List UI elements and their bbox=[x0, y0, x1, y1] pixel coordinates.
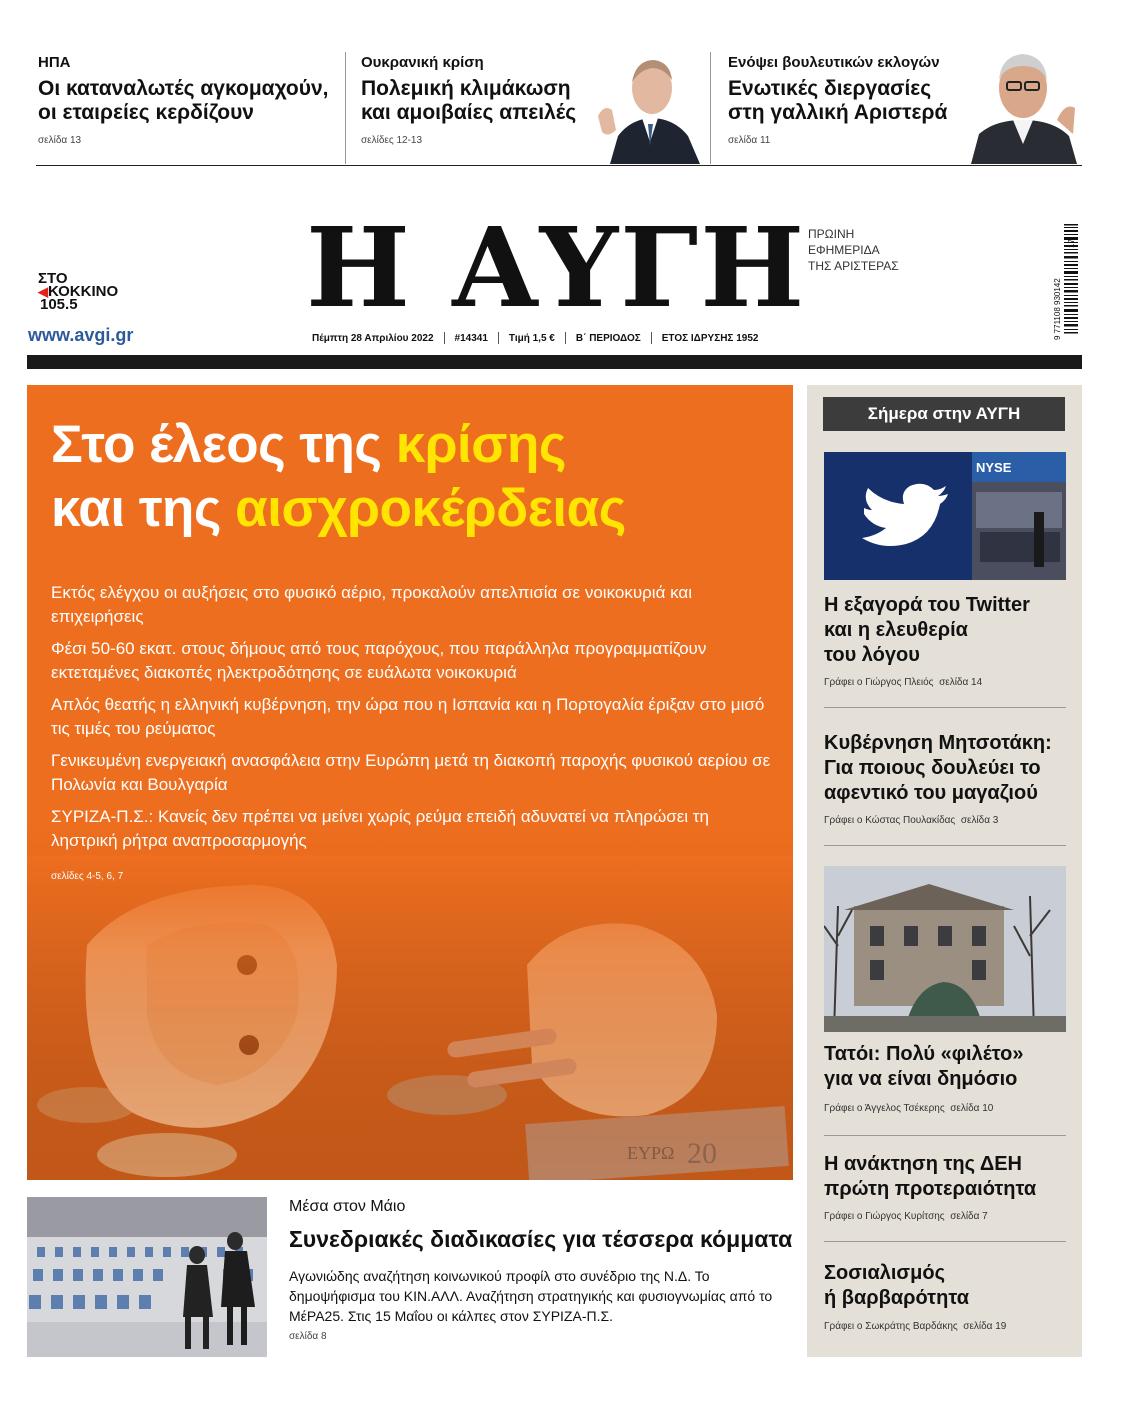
teaser-kicker: Ουκρανική κρίση bbox=[361, 54, 484, 71]
sidebar-headline[interactable]: Κυβέρνηση Μητσοτάκη: Για ποιους δουλεύει το αφεντικό του μαγαζιού bbox=[824, 732, 1052, 804]
bullet: Φέσι 50-60 εκατ. στους δήμους από τους παρόχους, που παράλληλα προγραμματίζουν εκτεταμένες διακοπές ηλεκτροδότησης σε ευάλωτα νοικοκυριά bbox=[51, 639, 707, 682]
twitter-photo bbox=[824, 452, 1066, 580]
bullet: Γενικευμένη ενεργειακή ανασφάλεια στην Ευρώπη μετά τη διακοπή παροχής φυσικού αερίου σε Πολωνία και Βουλγαρία bbox=[51, 751, 771, 794]
teaser-page: σελίδα 13 bbox=[38, 135, 82, 146]
sidebar-divider bbox=[824, 845, 1066, 846]
teaser-kicker: ΗΠΑ bbox=[38, 54, 71, 71]
sidebar-label: Σήμερα στην ΑΥΓΗ bbox=[823, 397, 1065, 431]
radio-arrow-icon: ◀ bbox=[38, 284, 48, 299]
main-pages: σελίδες 4-5, 6, 7 bbox=[51, 871, 124, 882]
issue-founded: ΕΤΟΣ ΙΔΡΥΣΗΣ 1952 bbox=[661, 332, 759, 344]
teaser-divider bbox=[710, 52, 711, 164]
teaser-headline: Οι καταναλωτές αγκομαχούν, οι εταιρείες κερδίζουν bbox=[38, 77, 329, 124]
main-headline: Στο έλεος της κρίσης και της αισχροκέρδειας bbox=[51, 415, 626, 538]
newspaper-tagline: ΠΡΩΙΝΗ ΕΦΗΜΕΡΙΔΑ ΤΗΣ ΑΡΙΣΤΕΡΑΣ bbox=[808, 227, 899, 273]
congress-photo bbox=[27, 1197, 267, 1357]
barcode bbox=[1052, 222, 1080, 344]
secondary-kicker: Μέσα στον Μάιο bbox=[289, 1198, 406, 1215]
sidebar-headline[interactable]: Τατόι: Πολύ «φιλέτο» για να είναι δημόσιο bbox=[824, 1043, 1024, 1090]
teaser-headline: Ενωτικές διεργασίες στη γαλλική Αριστερά bbox=[728, 77, 948, 124]
issue-date: Πέμπτη 28 Απριλίου 2022 bbox=[312, 332, 434, 344]
teaser-page: σελίδα 11 bbox=[728, 135, 771, 146]
sidebar-byline: Γράφει ο Γιώργος Κυρίτσης σελίδα 7 bbox=[824, 1211, 988, 1222]
issue-price: Τιμή 1,5 € bbox=[508, 332, 555, 344]
teaser-divider bbox=[345, 52, 346, 164]
main-story[interactable] bbox=[27, 385, 793, 1180]
main-bullets bbox=[51, 581, 771, 861]
sidebar-headline[interactable]: Η ανάκτηση της ΔΕΗ πρώτη προτεραιότητα bbox=[824, 1153, 1037, 1200]
bullet: ΣΥΡΙΖΑ-Π.Σ.: Κανείς δεν πρέπει να μείνει χωρίς ρεύμα επειδή αδυνατεί να πληρώσει τη ληστρική ρήτρα αναπροσαρμογής bbox=[51, 807, 709, 850]
teaser-france[interactable] bbox=[728, 50, 968, 160]
teaser-bottom-rule bbox=[36, 165, 1082, 166]
secondary-body: Αγωνιώδης αναζήτηση κοινωνικού προφίλ στο συνέδριο της Ν.Δ. Το δημοψήφισμα του ΚΙΝ.ΑΛΛ. Αναζήτηση στρατηγικής και φυσιογνωμίας από το ΜέΡΑ25. Στις 15 Μαΐου οι κάλπες στον ΣΥΡΙΖΑ-Π.Σ. bbox=[289, 1268, 773, 1324]
tatoi-photo bbox=[824, 866, 1066, 1032]
sidebar-byline: Γράφει ο Γιώργος Πλειός σελίδα 14 bbox=[824, 677, 983, 688]
sidebar-headline[interactable]: Σοσιαλισμός ή βαρβαρότητα bbox=[824, 1262, 969, 1309]
secondary-headline[interactable]: Συνεδριακές διαδικασίες για τέσσερα κόμματα bbox=[289, 1226, 793, 1252]
teaser-ukraine[interactable] bbox=[361, 50, 591, 160]
issue-info bbox=[312, 332, 758, 344]
sidebar-byline: Γράφει ο Σωκράτης Βαρδάκης σελίδα 19 bbox=[824, 1321, 1007, 1332]
sidebar-byline: Γράφει ο Κώστας Πουλακίδας σελίδα 3 bbox=[824, 815, 999, 826]
issue-period: Β΄ ΠΕΡΙΟΔΟΣ bbox=[575, 332, 641, 344]
melenchon-photo bbox=[965, 38, 1083, 164]
bullet: Απλός θεατής η ελληνική κυβέρνηση, την ώρα που η Ισπανία και η Πορτογαλία έριξαν στο μισό τις τιμές του ρεύματος bbox=[51, 695, 765, 738]
bullet: Εκτός ελέγχου οι αυξήσεις στο φυσικό αέριο, προκαλούν απελπισία σε νοικοκυριά και επιχειρήσεις bbox=[51, 583, 693, 626]
sidebar-headline[interactable]: Η εξαγορά του Twitter και η ελευθερία του λόγου bbox=[824, 594, 1030, 666]
secondary-page: σελίδα 8 bbox=[289, 1331, 327, 1342]
sidebar-divider bbox=[824, 1241, 1066, 1242]
teaser-page: σελίδες 12-13 bbox=[361, 135, 423, 146]
barcode-number: 9 771108 930142 bbox=[1053, 278, 1062, 340]
masthead-rule bbox=[27, 355, 1082, 369]
plugs-photo bbox=[27, 855, 793, 1180]
sidebar-byline: Γράφει ο Άγγελος Τσέκερης σελίδα 10 bbox=[824, 1103, 994, 1114]
radio-logo[interactable]: ΣΤΟ ◀ΚΟΚΚΙΝΟ 105.5 bbox=[38, 270, 119, 313]
teaser-headline: Πολεμική κλιμάκωση και αμοιβαίες απειλές bbox=[361, 77, 577, 124]
barcode-code: 17 bbox=[1067, 239, 1076, 248]
sidebar-divider bbox=[824, 1135, 1066, 1136]
website-link[interactable]: www.avgi.gr bbox=[28, 325, 134, 345]
teaser-kicker: Ενόψει βουλευτικών εκλογών bbox=[728, 54, 940, 71]
sidebar bbox=[807, 385, 1082, 1357]
teaser-usa[interactable] bbox=[38, 50, 338, 160]
issue-number: #14341 bbox=[454, 332, 488, 344]
newspaper-title: Η ΑΥΓΗ bbox=[306, 203, 807, 332]
putin-photo bbox=[590, 46, 708, 164]
sidebar-divider bbox=[824, 707, 1066, 708]
nyse-sign: NYSE bbox=[976, 460, 1012, 475]
